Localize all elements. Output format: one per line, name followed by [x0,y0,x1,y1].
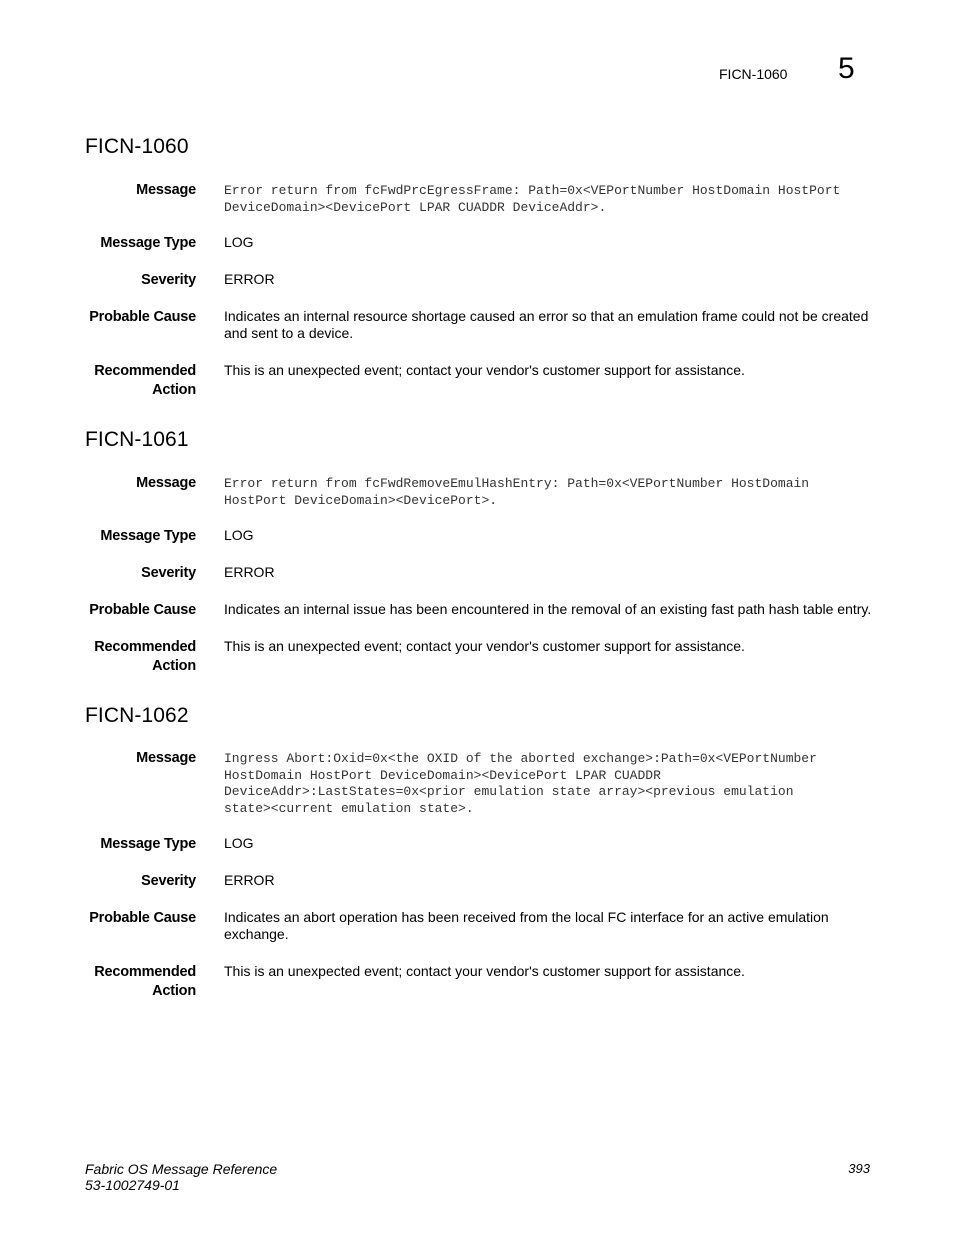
severity-label: Severity [141,565,196,581]
probable-cause-line: and sent to a device. [224,325,354,341]
header-title: FICN-1060 [719,66,788,82]
message-line: HostPort DeviceDomain><DevicePort>. [224,492,498,508]
message-text [224,751,874,817]
message-type-value: LOG [224,527,254,543]
message-label: Message [136,182,196,198]
label-line: Recommended [94,363,196,379]
page-footer [85,1161,277,1193]
probable-cause-text [224,601,874,618]
label-line: Action [152,382,196,398]
label-line: Action [152,658,196,674]
probable-cause-line: Indicates an internal resource shortage caused an error so that an emulation frame could not be created [224,308,869,324]
footer-page-number: 393 [848,1161,870,1176]
probable-cause-label: Probable Cause [89,910,196,926]
message-line: Error return from fcFwdPrcEgressFrame: Path=0x<VEPortNumber HostDomain HostPort [224,183,841,198]
probable-cause-line: Indicates an internal issue has been encountered in the removal of an existing fast path hash table entry. [224,601,872,617]
message-label: Message [136,750,196,766]
entry-title: FICN-1062 [85,704,189,727]
message-text [224,476,874,509]
label-line: Recommended [94,639,196,655]
page-header [0,52,954,98]
recommended-action-label [66,963,196,1001]
recommended-action-text: This is an unexpected event; contact your vendor's customer support for assistance. [224,963,745,979]
message-label: Message [136,475,196,491]
message-line: Ingress Abort:Oxid=0x<the OXID of the aborted exchange>:Path=0x<VEPortNumber [224,751,817,766]
severity-value: ERROR [224,271,275,287]
message-text [224,183,874,216]
probable-cause-line: exchange. [224,926,289,942]
severity-label: Severity [141,272,196,288]
probable-cause-text [224,308,874,342]
label-line: Action [152,983,196,999]
recommended-action-label [66,362,196,400]
message-line: DeviceDomain><DevicePort LPAR CUADDR DeviceAddr>. [224,199,607,215]
recommended-action-label [66,638,196,676]
message-type-value: LOG [224,835,254,851]
label-line: Recommended [94,964,196,980]
message-type-value: LOG [224,234,254,250]
severity-label: Severity [141,873,196,889]
message-line: state><current emulation state>. [224,800,474,816]
footer-doc-title: Fabric OS Message Reference [85,1161,278,1177]
probable-cause-label: Probable Cause [89,602,196,618]
message-type-label: Message Type [100,528,196,544]
message-line: HostDomain HostPort DeviceDomain><DevicePort LPAR CUADDR [224,767,661,783]
message-line: DeviceAddr>:LastStates=0x<prior emulation state array><previous emulation [224,784,794,799]
footer-doc-number: 53-1002749-01 [85,1177,180,1193]
entry-title: FICN-1060 [85,135,189,158]
probable-cause-line: Indicates an abort operation has been received from the local FC interface for an active emulation [224,909,829,925]
recommended-action-text: This is an unexpected event; contact your vendor's customer support for assistance. [224,638,745,654]
probable-cause-label: Probable Cause [89,309,196,325]
message-type-label: Message Type [100,836,196,852]
message-line: Error return from fcFwdRemoveEmulHashEntry: Path=0x<VEPortNumber HostDomain [224,476,810,491]
chapter-number: 5 [838,52,855,85]
probable-cause-text [224,909,874,943]
recommended-action-text: This is an unexpected event; contact your vendor's customer support for assistance. [224,362,745,378]
severity-value: ERROR [224,872,275,888]
message-type-label: Message Type [100,235,196,251]
entry-title: FICN-1061 [85,428,189,451]
severity-value: ERROR [224,564,275,580]
